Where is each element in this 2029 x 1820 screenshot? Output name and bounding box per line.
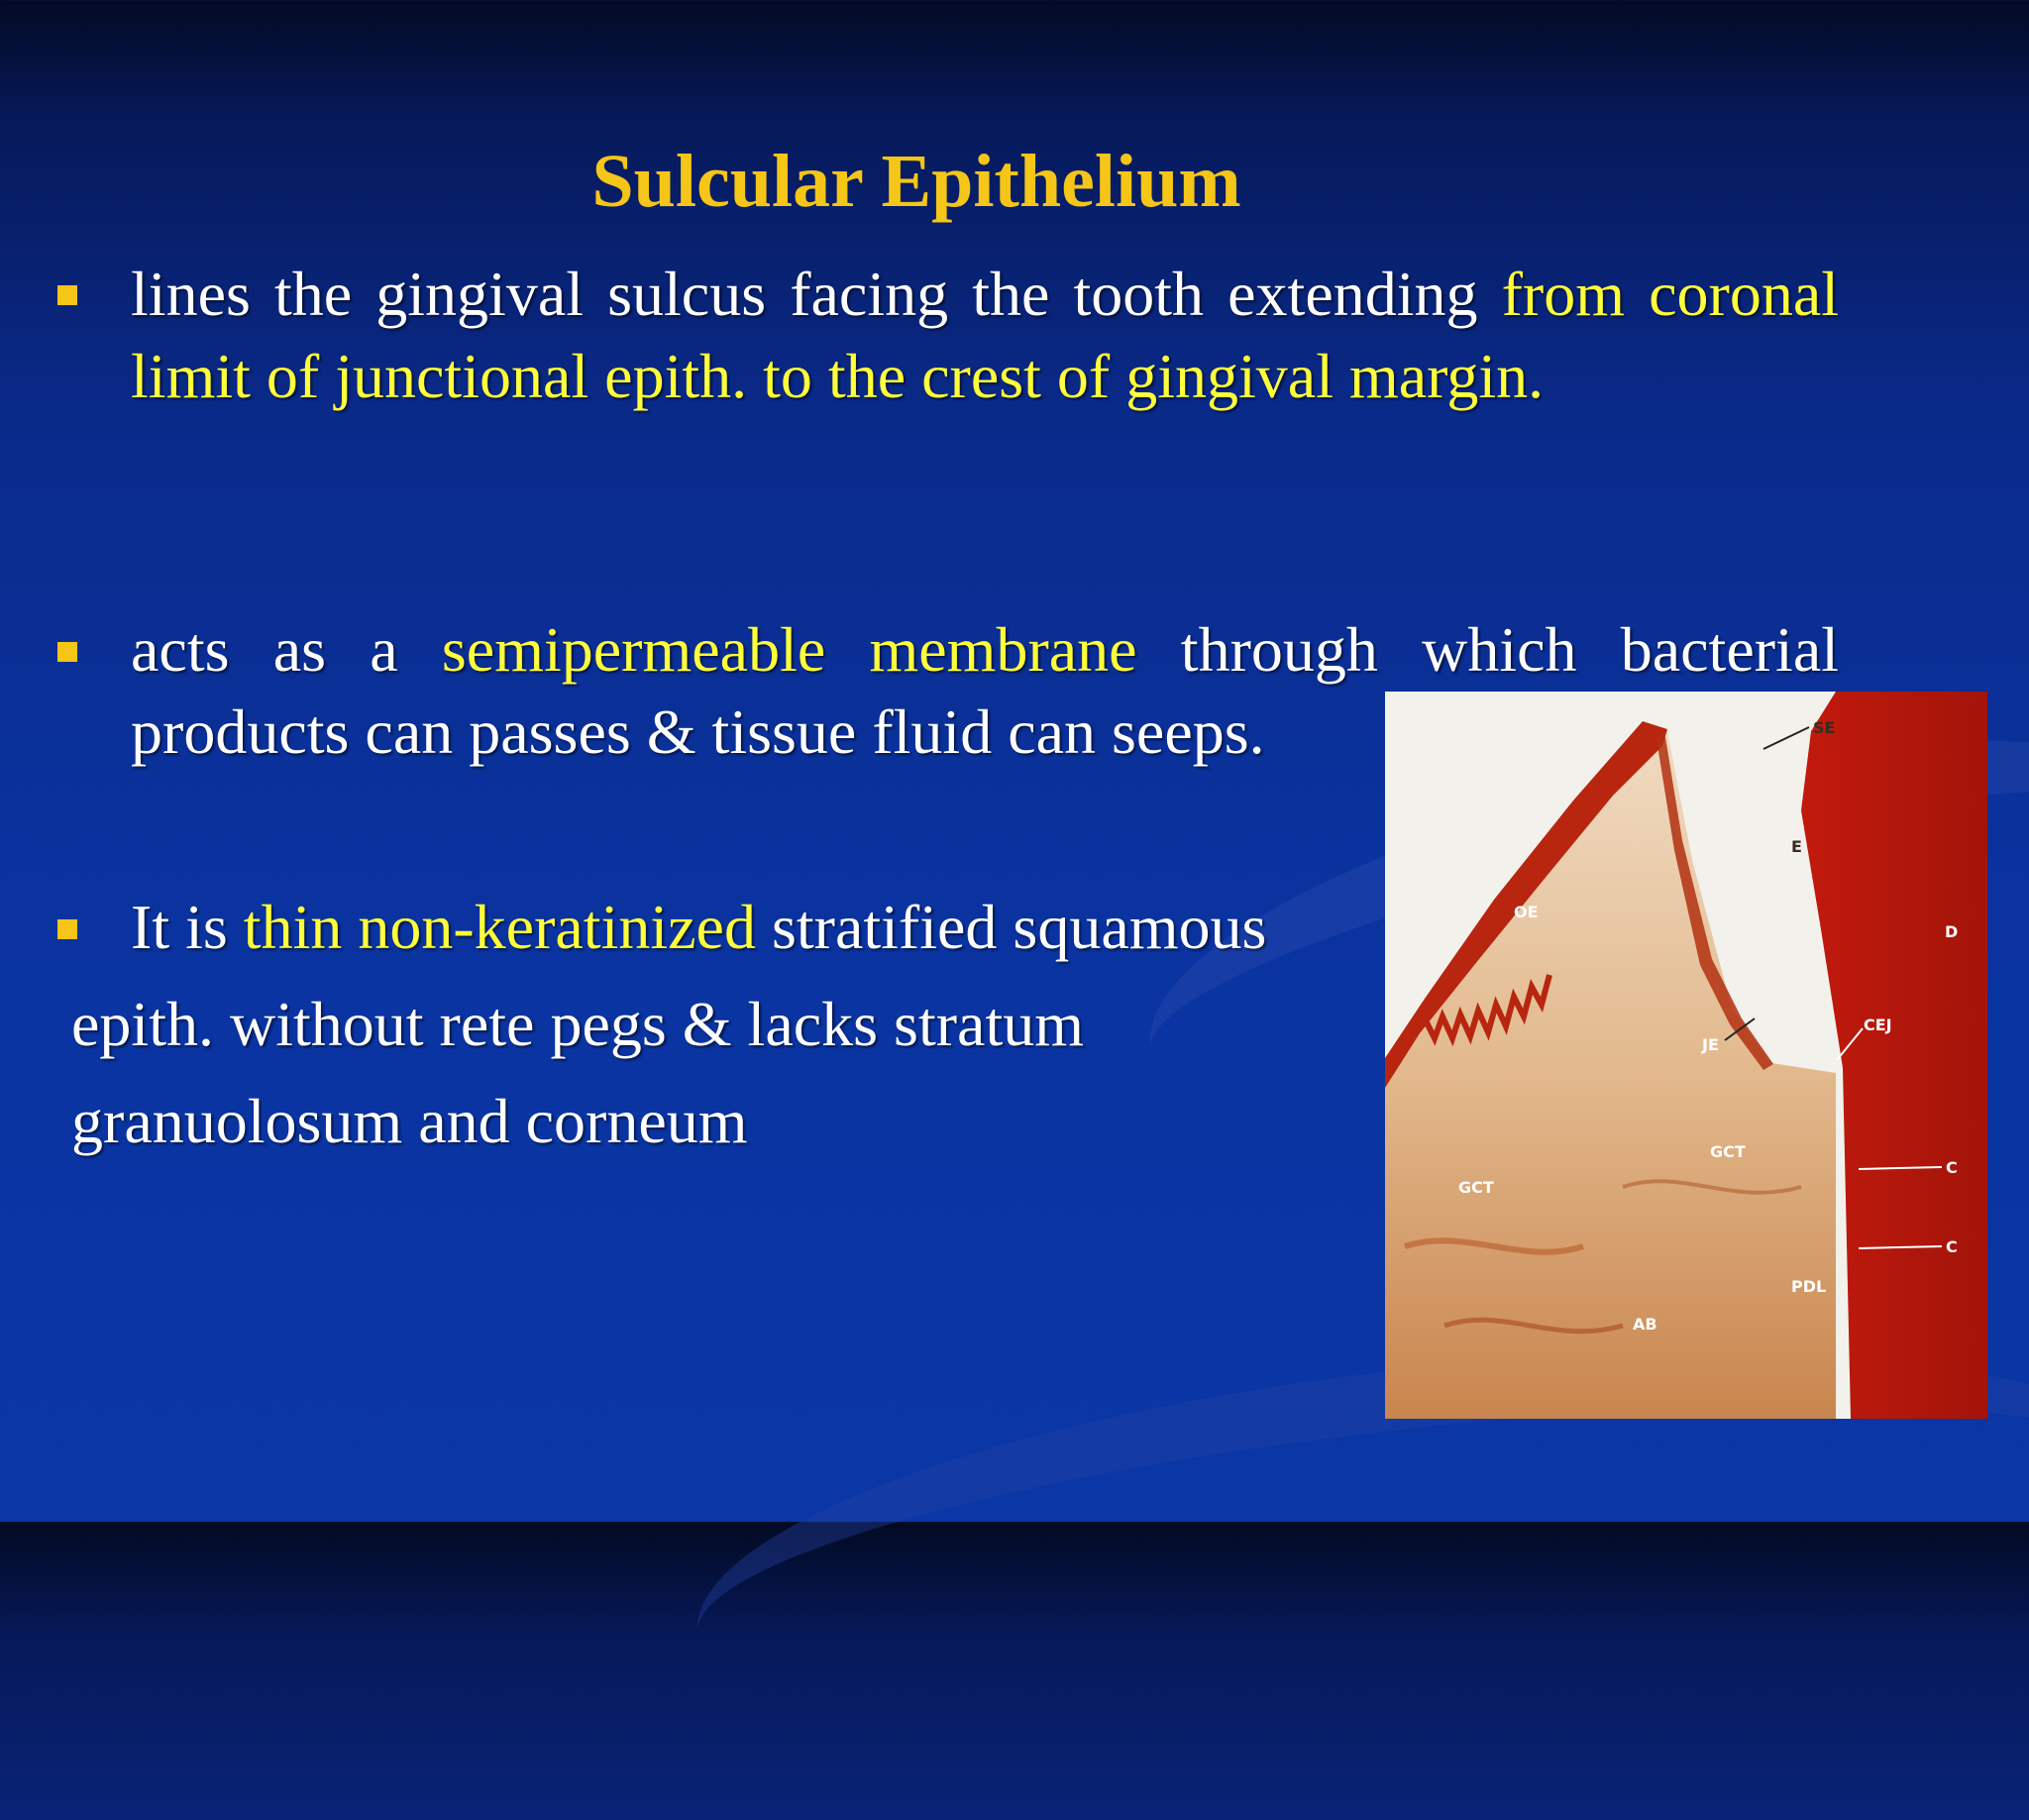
- bullet-text-1: [131, 253, 1839, 417]
- bullet-3-text-a: It is: [131, 892, 244, 962]
- label-je: JE: [1702, 1035, 1719, 1054]
- bullet-3-line-3: granuolosum and corneum: [71, 1086, 748, 1156]
- label-se: SE: [1813, 718, 1836, 737]
- label-oe: OE: [1514, 903, 1539, 921]
- bullet-1-text-a: lines the gingival sulcus facing the tooth extending: [131, 259, 1502, 329]
- bullet-3-line-2: epith. without rete pegs & lacks stratum: [71, 989, 1084, 1059]
- label-c1: C: [1946, 1158, 1958, 1177]
- label-ab: AB: [1633, 1315, 1657, 1334]
- label-d: D: [1945, 922, 1959, 941]
- histology-illustration: [1385, 692, 1987, 1419]
- bullet-marker-1: [57, 285, 77, 305]
- label-cej: CEJ: [1864, 1016, 1892, 1034]
- label-c2: C: [1946, 1237, 1958, 1256]
- bullet-3-text-b: stratified squamous: [755, 892, 1267, 962]
- label-pdl: PDL: [1791, 1277, 1827, 1296]
- label-gct-left: GCT: [1458, 1178, 1494, 1197]
- bullet-2-text-a: acts as a: [131, 614, 442, 685]
- label-e: E: [1791, 837, 1802, 856]
- bullet-2-text-b: through which bacterial products can passes & tissue fluid can seeps.: [131, 614, 1839, 767]
- bullet-3-highlight: thin non-keratinized: [243, 892, 756, 962]
- bullet-marker-2: [57, 642, 77, 662]
- bullet-text-3: [131, 886, 1266, 968]
- bullet-1-text-b: .: [1528, 341, 1545, 411]
- bullet-1-highlight: from coronal limit of junctional epith. to the crest of gingival margin: [131, 259, 1839, 411]
- label-gct-center: GCT: [1710, 1142, 1746, 1161]
- bullet-marker-3: [57, 919, 77, 939]
- histology-figure: [1385, 692, 1987, 1419]
- bullet-2-highlight: semipermeable membrane: [441, 614, 1137, 685]
- slide-title: Sulcular Epithelium: [591, 140, 1241, 223]
